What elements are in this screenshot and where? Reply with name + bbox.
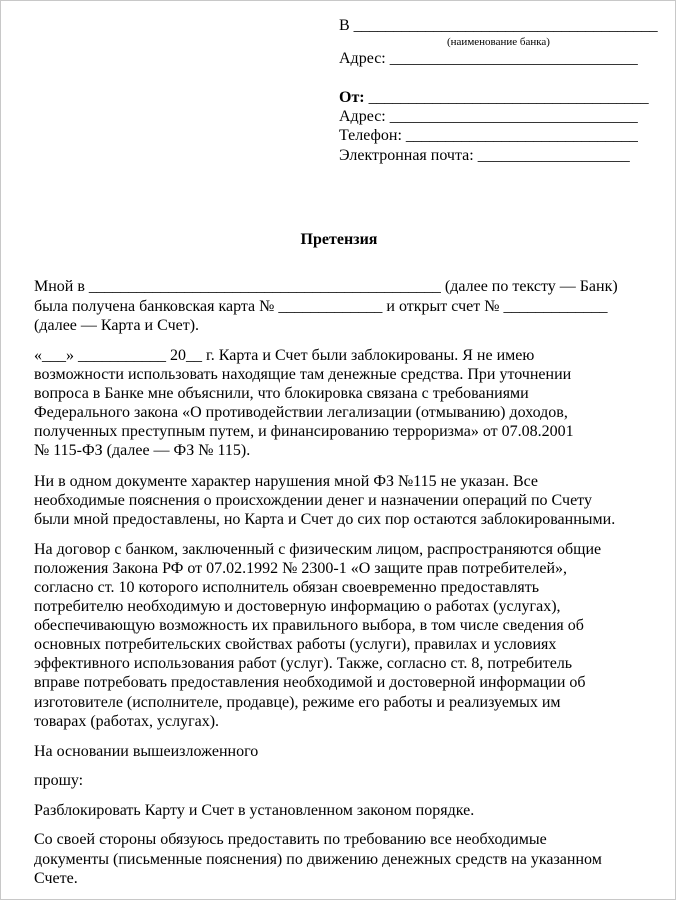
paragraph-line: На договор с банком, заключенный с физическим лицом, распространяются общие [34,541,602,558]
paragraph-line: Федерального закона «О противодействии легализации (отмыванию) доходов, [34,404,568,421]
paragraph-line: обеспечивающую возможность их правильного выбора, в том числе сведения об [34,617,584,634]
paragraph-line: возможности использовать находящие там денежные средства. При уточнении [34,366,572,383]
bank-name-caption: (наименование банка) [447,36,550,48]
recipient-bank-line: В ______________________________________ [339,17,658,34]
paragraph-line: документы (письменные пояснения) по движению денежных средств на указанном [34,851,602,868]
paragraph-line: была получена банковская карта № _____________ и открыт счет № _____________ [34,298,608,315]
paragraph-line: На основании вышеизложенного [34,743,259,760]
paragraph-line: согласно ст. 10 которого исполнитель обязан своевременно предоставлять [34,579,539,596]
paragraph-line: (далее — Карта и Счет). [34,317,200,334]
sender-address-line: Адрес: _______________________________ [339,108,638,125]
document-title: Претензия [300,231,378,248]
paragraph-line: Мной в ____________________________________________ (далее по тексту — Банк) [34,278,618,295]
paragraph-line: полученных преступным путем, и финансированию терроризма» от 07.08.2001 [34,423,574,440]
sender-phone-line: Телефон: _____________________________ [339,127,638,144]
paragraph-line: товарах (работах, услугах). [34,713,220,730]
paragraph-line: вопроса в Банке мне объяснили, что блокировка связана с требованиями [34,385,529,402]
request-item: Разблокировать Карту и Счет в установленном законом порядке. [34,802,475,819]
paragraph-line: вправе потребовать предоставления необходимой и достоверной информации об [34,674,586,691]
paragraph-line: «___» ___________ 20__ г. Карта и Счет были заблокированы. Я не имею [34,347,535,364]
paragraph-line: изготовителе (исполнителе, продавце), режиме его работы и реализуемых им [34,694,561,711]
paragraph-line: положения Закона РФ от 07.02.1992 № 2300-1 «О защите прав потребителей», [34,560,568,577]
sender-label: От: [339,89,365,106]
paragraph-line: основных потребительских свойствах работы (услуги), правилах и условиях [34,636,557,653]
paragraph-line: Счете. [34,870,78,887]
sender-line [339,88,649,108]
paragraph-line: необходимые пояснения о происхождении денег и назначении операций по Счету [34,492,592,509]
paragraph-line: были мной предоставлены, но Карта и Счет до сих пор остаются заблокированными. [34,511,616,528]
sender-blank: ___________________________________ [364,89,649,106]
recipient-address-line: Адрес: _______________________________ [339,50,638,67]
sender-email-line: Электронная почта: ___________________ [339,147,630,164]
paragraph-line: потребителю необходимую и достоверную информацию о работах (услугах), [34,598,561,615]
request-label: прошу: [34,772,84,789]
paragraph-line: Ни в одном документе характер нарушения мной ФЗ №115 не указан. Все [34,473,539,490]
paragraph-line: эффективного использования работ (услуг). Также, согласно ст. 8, потребитель [34,655,573,672]
paragraph-line: Со своей стороны обязуюсь предоставить по требованию все необходимые [34,831,547,848]
paragraph-line: № 115-ФЗ (далее — ФЗ № 115). [34,442,251,459]
